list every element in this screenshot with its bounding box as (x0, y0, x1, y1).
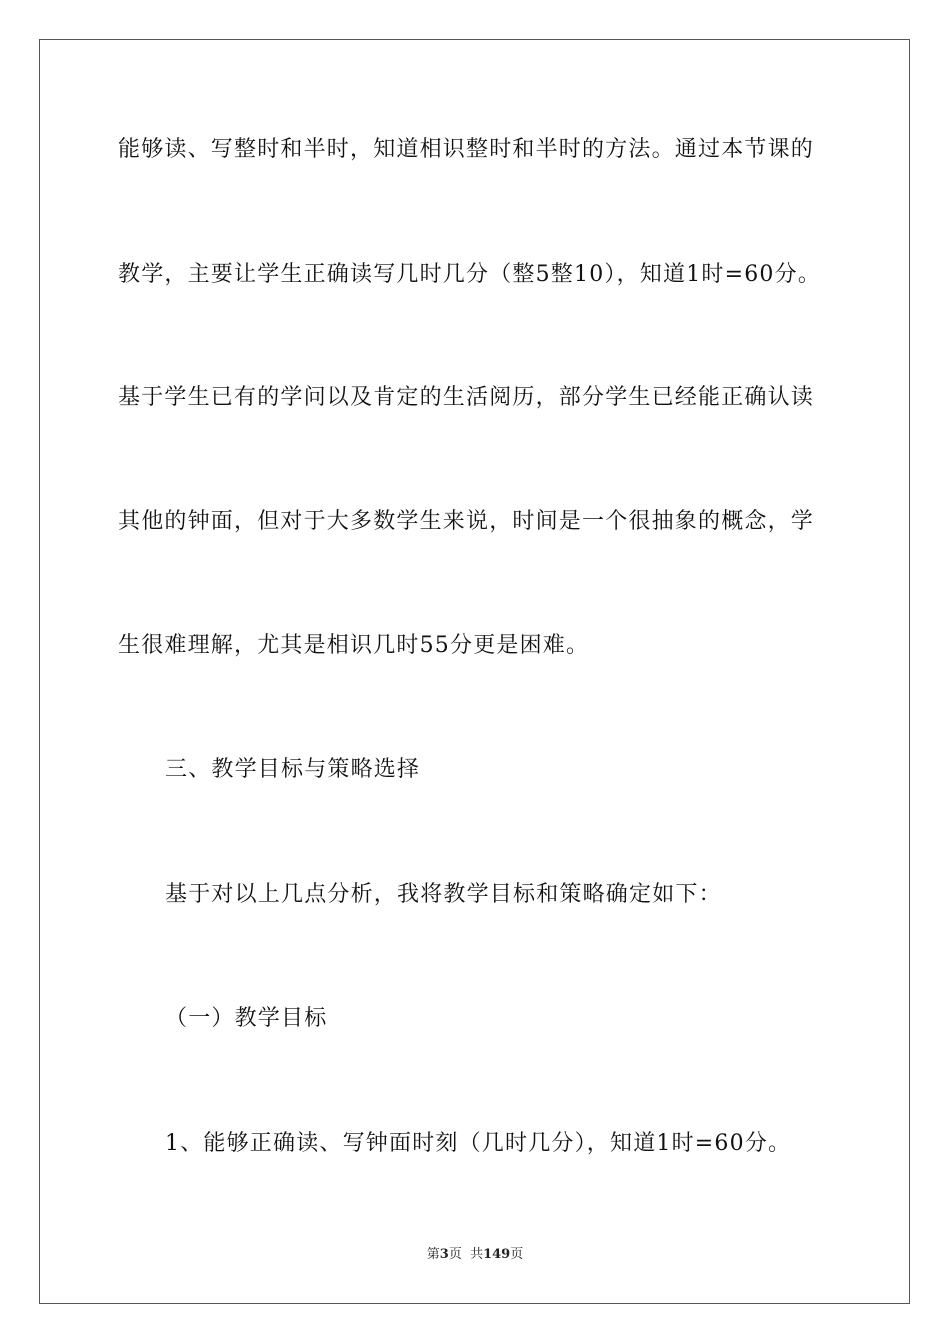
subsection-heading: （一）教学目标 (165, 1006, 328, 1031)
section-heading: 三、教学目标与策略选择 (165, 757, 421, 782)
intro-line: 基于对以上几点分析，我将教学目标和策略确定如下： (165, 882, 722, 907)
footer-middle: 页 共 (448, 1247, 484, 1262)
body-text-line-5: 生很难理解，尤其是相识几时55分更是困难。 (118, 633, 590, 658)
footer-suffix: 页 (510, 1247, 524, 1262)
page-footer (0, 1246, 950, 1264)
body-text-line-1: 能够读、写整时和半时，知道相识整时和半时的方法。通过本节课的 (118, 137, 815, 162)
footer-page-number: 3 (439, 1247, 449, 1262)
body-text-line-2: 教学，主要让学生正确读写几时几分（整5整10），知道1时=60分。 (118, 262, 822, 287)
body-text-line-3: 基于学生已有的学问以及肯定的生活阅历，部分学生已经能正确认读 (118, 385, 815, 410)
footer-total-pages: 149 (483, 1247, 511, 1262)
objective-item-1: 1、能够正确读、写钟面时刻（几时几分），知道1时=60分。 (165, 1131, 792, 1156)
body-text-line-4: 其他的钟面，但对于大多数学生来说，时间是一个很抽象的概念，学 (118, 509, 815, 534)
footer-prefix: 第 (426, 1247, 440, 1262)
page-border (39, 39, 910, 1304)
